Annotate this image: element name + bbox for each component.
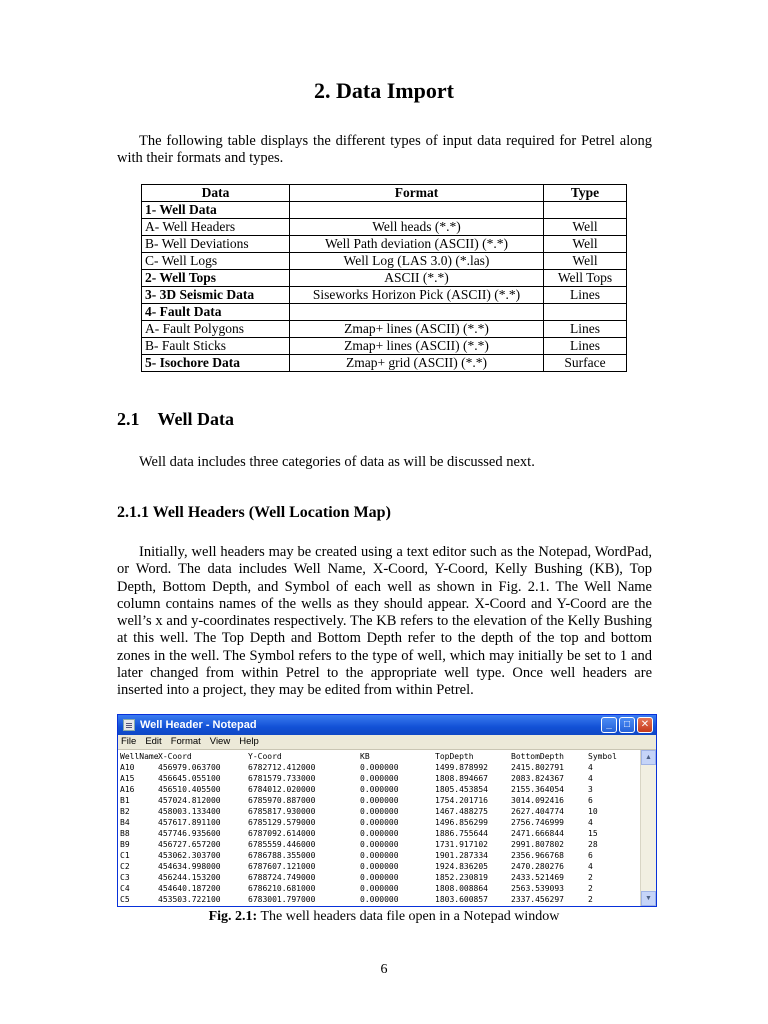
notepad-cell: 2 bbox=[588, 884, 593, 893]
maximize-icon: □ bbox=[623, 719, 631, 730]
cell-data: 3- 3D Seismic Data bbox=[142, 287, 290, 304]
notepad-cell: A15 bbox=[120, 774, 135, 783]
cell-data: 1- Well Data bbox=[142, 202, 290, 219]
scroll-down-arrow-icon[interactable]: ▼ bbox=[641, 891, 656, 906]
notepad-cell: A16 bbox=[120, 785, 135, 794]
notepad-cell: 2756.746999 bbox=[511, 818, 564, 827]
notepad-cell: 1496.856299 bbox=[435, 818, 488, 827]
notepad-cell: 0.000000 bbox=[360, 774, 399, 783]
cell-type: Well bbox=[544, 253, 627, 270]
cell-format bbox=[290, 304, 544, 321]
cell-type bbox=[544, 304, 627, 321]
notepad-cell: WellName bbox=[120, 752, 159, 761]
cell-type: Well Tops bbox=[544, 270, 627, 287]
notepad-cell: 2433.521469 bbox=[511, 873, 564, 882]
notepad-cell: 1805.453854 bbox=[435, 785, 488, 794]
notepad-cell: 2991.807802 bbox=[511, 840, 564, 849]
notepad-cell: 458003.133400 bbox=[158, 807, 221, 816]
cell-type bbox=[544, 202, 627, 219]
notepad-cell: 6 bbox=[588, 851, 593, 860]
table-header-row bbox=[142, 185, 627, 202]
cell-data: A- Well Headers bbox=[142, 219, 290, 236]
notepad-cell: 6 bbox=[588, 796, 593, 805]
notepad-cell: C1 bbox=[120, 851, 130, 860]
header-data: Data bbox=[142, 185, 290, 202]
notepad-cell: 6785817.930000 bbox=[248, 807, 316, 816]
section-2-1-1-text: Initially, well headers may be created using a text editor such as the Notepad, WordPad, or Word. The data includes Well Name, X-Coord, Y-Coord, Kelly Bushing (KB), Top Depth, Bottom Depth, and Symbol of each well as shown in Fig. 2.1. The Well Name column contains names of the wells as they should appear. X-Coord and Y-Coord are the well’s x and y-coordinates respectively. The KB refers to the elevation of the Kelly Bushing at this well. The Top Depth and Bottom Depth refer to the depth of the top and bottom zones in the well. The Symbol refers to the type of well, which may initially be set to 1 and later changed from within Petrel to the appropriate well type. Once well headers are inserted into a project, they may be edited from within Petrel. bbox=[117, 544, 652, 699]
table-row bbox=[142, 321, 627, 338]
notepad-cell: 6781579.733000 bbox=[248, 774, 316, 783]
notepad-cell: 456727.657200 bbox=[158, 840, 221, 849]
cell-format: Zmap+ grid (ASCII) (*.*) bbox=[290, 355, 544, 372]
notepad-cell: 1499.878992 bbox=[435, 763, 488, 772]
notepad-cell: 6788724.749000 bbox=[248, 873, 316, 882]
notepad-cell: A10 bbox=[120, 763, 135, 772]
vertical-scrollbar[interactable] bbox=[640, 750, 656, 906]
notepad-text-area[interactable] bbox=[118, 750, 640, 906]
notepad-cell: 6787607.121000 bbox=[248, 862, 316, 871]
notepad-cell: 28 bbox=[588, 840, 598, 849]
caption-text: The well headers data file open in a Notepad window bbox=[257, 909, 560, 924]
intro-paragraph: The following table displays the different types of input data required for Petrel along with their formats and types. bbox=[117, 133, 652, 167]
table-row bbox=[142, 202, 627, 219]
notepad-cell: Symbol bbox=[588, 752, 617, 761]
notepad-cell: 3014.092416 bbox=[511, 796, 564, 805]
notepad-cell: 15 bbox=[588, 829, 598, 838]
notepad-cell: 2083.824367 bbox=[511, 774, 564, 783]
notepad-cell: 0.000000 bbox=[360, 862, 399, 871]
notepad-cell: 457746.935600 bbox=[158, 829, 221, 838]
notepad-cell: 1803.600857 bbox=[435, 895, 488, 904]
notepad-cell: 453062.303700 bbox=[158, 851, 221, 860]
notepad-cell: 2471.666844 bbox=[511, 829, 564, 838]
maximize-button[interactable] bbox=[619, 717, 635, 733]
section-2-1-text: Well data includes three categories of data as will be discussed next. bbox=[139, 454, 535, 470]
menu-file[interactable]: File bbox=[121, 736, 137, 747]
notepad-cell: 454634.998000 bbox=[158, 862, 221, 871]
menu-help[interactable]: Help bbox=[239, 736, 259, 747]
notepad-cell: 0.000000 bbox=[360, 884, 399, 893]
notepad-cell: B2 bbox=[120, 807, 130, 816]
notepad-window bbox=[117, 714, 657, 907]
notepad-cell: 456510.405500 bbox=[158, 785, 221, 794]
notepad-cell: 2155.364054 bbox=[511, 785, 564, 794]
notepad-cell: 456244.153200 bbox=[158, 873, 221, 882]
notepad-cell: 0.000000 bbox=[360, 785, 399, 794]
close-button[interactable] bbox=[637, 717, 653, 733]
notepad-cell: 2356.966768 bbox=[511, 851, 564, 860]
cell-data: B- Fault Sticks bbox=[142, 338, 290, 355]
notepad-cell: 4 bbox=[588, 862, 593, 871]
notepad-cell: 4 bbox=[588, 774, 593, 783]
cell-data: 5- Isochore Data bbox=[142, 355, 290, 372]
notepad-cell: 1852.230819 bbox=[435, 873, 488, 882]
menu-format[interactable]: Format bbox=[170, 736, 201, 747]
notepad-cell: 6785129.579000 bbox=[248, 818, 316, 827]
cell-format: Zmap+ lines (ASCII) (*.*) bbox=[290, 338, 544, 355]
cell-data: C- Well Logs bbox=[142, 253, 290, 270]
notepad-cell: 0.000000 bbox=[360, 829, 399, 838]
header-type: Type bbox=[544, 185, 627, 202]
cell-format: Well Log (LAS 3.0) (*.las) bbox=[290, 253, 544, 270]
cell-type: Well bbox=[544, 219, 627, 236]
notepad-cell: 2563.539093 bbox=[511, 884, 564, 893]
notepad-cell: 6786788.355000 bbox=[248, 851, 316, 860]
menu-edit[interactable]: Edit bbox=[145, 736, 162, 747]
notepad-cell: 1808.894667 bbox=[435, 774, 488, 783]
notepad-cell: 6785559.446000 bbox=[248, 840, 316, 849]
table-row bbox=[142, 304, 627, 321]
notepad-cell: 6786210.681000 bbox=[248, 884, 316, 893]
table-row bbox=[142, 253, 627, 270]
notepad-cell: 6782712.412000 bbox=[248, 763, 316, 772]
notepad-cell: 2627.404774 bbox=[511, 807, 564, 816]
notepad-cell: C4 bbox=[120, 884, 130, 893]
notepad-cell: 0.000000 bbox=[360, 763, 399, 772]
table-row bbox=[142, 287, 627, 304]
cell-type: Lines bbox=[544, 321, 627, 338]
table-row bbox=[142, 270, 627, 287]
notepad-cell: 1808.008864 bbox=[435, 884, 488, 893]
cell-format: ASCII (*.*) bbox=[290, 270, 544, 287]
cell-type: Lines bbox=[544, 338, 627, 355]
notepad-cell: 456979.063700 bbox=[158, 763, 221, 772]
close-icon: ✕ bbox=[640, 719, 650, 730]
notepad-cell: KB bbox=[360, 752, 370, 761]
notepad-titlebar[interactable] bbox=[118, 715, 656, 735]
cell-format bbox=[290, 202, 544, 219]
notepad-cell: 4 bbox=[588, 818, 593, 827]
page-number: 6 bbox=[380, 962, 388, 977]
cell-format: Well Path deviation (ASCII) (*.*) bbox=[290, 236, 544, 253]
notepad-cell: TopDepth bbox=[435, 752, 474, 761]
notepad-cell: 0.000000 bbox=[360, 796, 399, 805]
table-row bbox=[142, 338, 627, 355]
minimize-icon: _ bbox=[606, 719, 612, 730]
notepad-cell: X-Coord bbox=[158, 752, 192, 761]
cell-type: Lines bbox=[544, 287, 627, 304]
cell-format: Well heads (*.*) bbox=[290, 219, 544, 236]
notepad-cell: 1731.917102 bbox=[435, 840, 488, 849]
cell-data: 4- Fault Data bbox=[142, 304, 290, 321]
notepad-cell: 457024.812000 bbox=[158, 796, 221, 805]
notepad-menubar bbox=[118, 735, 656, 750]
cell-data: 2- Well Tops bbox=[142, 270, 290, 287]
notepad-cell: 6785970.887000 bbox=[248, 796, 316, 805]
cell-type: Surface bbox=[544, 355, 627, 372]
data-types-table bbox=[141, 184, 627, 372]
cell-type: Well bbox=[544, 236, 627, 253]
table-body bbox=[142, 202, 627, 372]
scroll-up-arrow-icon[interactable]: ▲ bbox=[641, 750, 656, 765]
notepad-cell: 1924.836205 bbox=[435, 862, 488, 871]
cell-format: Siseworks Horizon Pick (ASCII) (*.*) bbox=[290, 287, 544, 304]
notepad-app-icon bbox=[123, 719, 135, 731]
caption-label: Fig. 2.1: bbox=[208, 909, 258, 924]
table-row bbox=[142, 236, 627, 253]
notepad-cell: 0.000000 bbox=[360, 807, 399, 816]
page-title: 2. Data Import bbox=[314, 78, 454, 103]
figure-caption bbox=[0, 909, 768, 925]
notepad-cell: 1901.287334 bbox=[435, 851, 488, 860]
notepad-cell: 2415.802791 bbox=[511, 763, 564, 772]
notepad-cell: 6787092.614000 bbox=[248, 829, 316, 838]
notepad-cell: 453503.722100 bbox=[158, 895, 221, 904]
notepad-cell: 0.000000 bbox=[360, 851, 399, 860]
section-2-1-1-title: 2.1.1 Well Headers (Well Location Map) bbox=[117, 504, 391, 521]
notepad-cell: 2 bbox=[588, 873, 593, 882]
section-2-1-title: 2.1 Well Data bbox=[117, 409, 234, 429]
notepad-cell: 6784012.020000 bbox=[248, 785, 316, 794]
notepad-cell: 6783001.797000 bbox=[248, 895, 316, 904]
notepad-title: Well Header - Notepad bbox=[140, 719, 257, 731]
cell-data: B- Well Deviations bbox=[142, 236, 290, 253]
notepad-cell: BottomDepth bbox=[511, 752, 564, 761]
notepad-cell: 3 bbox=[588, 785, 593, 794]
notepad-cell: C5 bbox=[120, 895, 130, 904]
notepad-cell: 0.000000 bbox=[360, 873, 399, 882]
notepad-cell: C3 bbox=[120, 873, 130, 882]
menu-view[interactable]: View bbox=[209, 736, 231, 747]
notepad-cell: C2 bbox=[120, 862, 130, 871]
notepad-cell: B9 bbox=[120, 840, 130, 849]
notepad-cell: 2470.280276 bbox=[511, 862, 564, 871]
notepad-cell: B4 bbox=[120, 818, 130, 827]
notepad-cell: B1 bbox=[120, 796, 130, 805]
notepad-cell: 2 bbox=[588, 895, 593, 904]
cell-format: Zmap+ lines (ASCII) (*.*) bbox=[290, 321, 544, 338]
notepad-cell: 456645.055100 bbox=[158, 774, 221, 783]
notepad-cell: 0.000000 bbox=[360, 818, 399, 827]
notepad-cell: 2337.456297 bbox=[511, 895, 564, 904]
notepad-cell: 1467.488275 bbox=[435, 807, 488, 816]
cell-data: A- Fault Polygons bbox=[142, 321, 290, 338]
notepad-cell: 0.000000 bbox=[360, 895, 399, 904]
notepad-cell: 0.000000 bbox=[360, 840, 399, 849]
minimize-button[interactable] bbox=[601, 717, 617, 733]
notepad-cell: B8 bbox=[120, 829, 130, 838]
notepad-cell: 1754.201716 bbox=[435, 796, 488, 805]
notepad-cell: Y-Coord bbox=[248, 752, 282, 761]
notepad-cell: 10 bbox=[588, 807, 598, 816]
notepad-cell: 454640.187200 bbox=[158, 884, 221, 893]
notepad-cell: 457617.891100 bbox=[158, 818, 221, 827]
header-format: Format bbox=[290, 185, 544, 202]
table-row bbox=[142, 355, 627, 372]
notepad-cell: 1886.755644 bbox=[435, 829, 488, 838]
notepad-cell: 4 bbox=[588, 763, 593, 772]
table-row bbox=[142, 219, 627, 236]
